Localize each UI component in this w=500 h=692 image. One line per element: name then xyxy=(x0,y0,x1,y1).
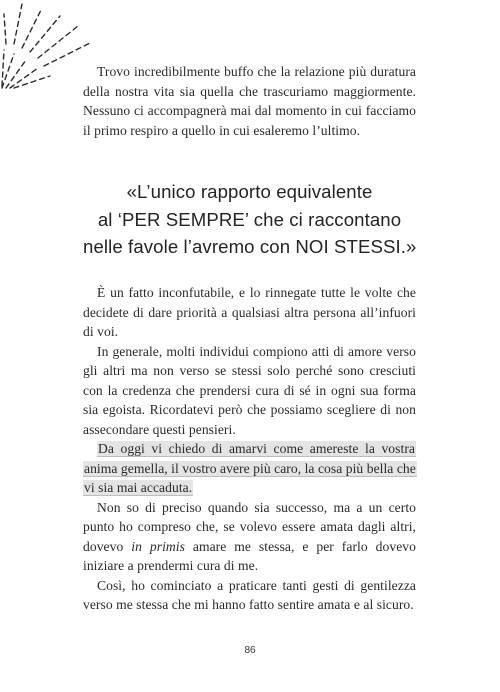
quote-line-2: al ‘PER SEMPRE’ che ci raccontano xyxy=(97,208,402,230)
paragraph-4-start: Non so di preciso quando sia successo, ma a un certo punto ho compreso che, se volevo essere amata dagli altri, dovevo xyxy=(83,499,416,554)
intro-paragraph: Trovo incredibilmente buffo che la relazione più duratura della nostra vita sia quella che trascuriamo maggiormente. Nessuno ci accompagnerà mai dal momento in cui facciamo il primo respiro a quello in cui esaleremo l’ultimo. xyxy=(83,64,416,138)
quote-line-3: nelle favole l’avremo con NOI STESSI.» xyxy=(83,236,417,257)
intro-block xyxy=(83,62,416,140)
paragraph-1: È un fatto inconfutabile, e lo rinnegate tutte le volte che decidete di dare priorità a qualsiasi altra persona all’infuori di voi. xyxy=(83,285,416,339)
paragraph-4-italic: in primis xyxy=(131,538,185,554)
highlighted-passage[interactable]: Da oggi vi chiedo di amarvi come amereste la vostra anima gemella, il vostro avere più caro, la cosa più bella che vi sia mai accaduta. xyxy=(84,441,416,495)
paragraph-3 xyxy=(83,439,416,498)
quote-line-1: «L’unico rapporto equivalente xyxy=(126,181,373,202)
page-number: 86 xyxy=(244,645,256,656)
paragraph-5: Così, ho cominciato a praticare tanti gesti di gentilezza verso me stessa che mi hanno fatto sentire amata e al sicuro. xyxy=(83,577,416,612)
paragraph-4-end: amare me stessa, e per farlo dovevo iniziare a prendermi cura di me. xyxy=(83,538,416,573)
body-text xyxy=(83,283,416,615)
paragraph-2: In generale, molti individui compiono atti di amore verso gli altri ma non verso se stessi solo perché sono cresciuti con la credenza che prendersi cura di sé in ogni sua forma sia egoista. Ricordatevi però che possiamo scegliere di non assecondare questi pensieri. xyxy=(83,343,416,437)
pull-quote xyxy=(83,178,416,261)
paragraph-4 xyxy=(83,498,416,576)
